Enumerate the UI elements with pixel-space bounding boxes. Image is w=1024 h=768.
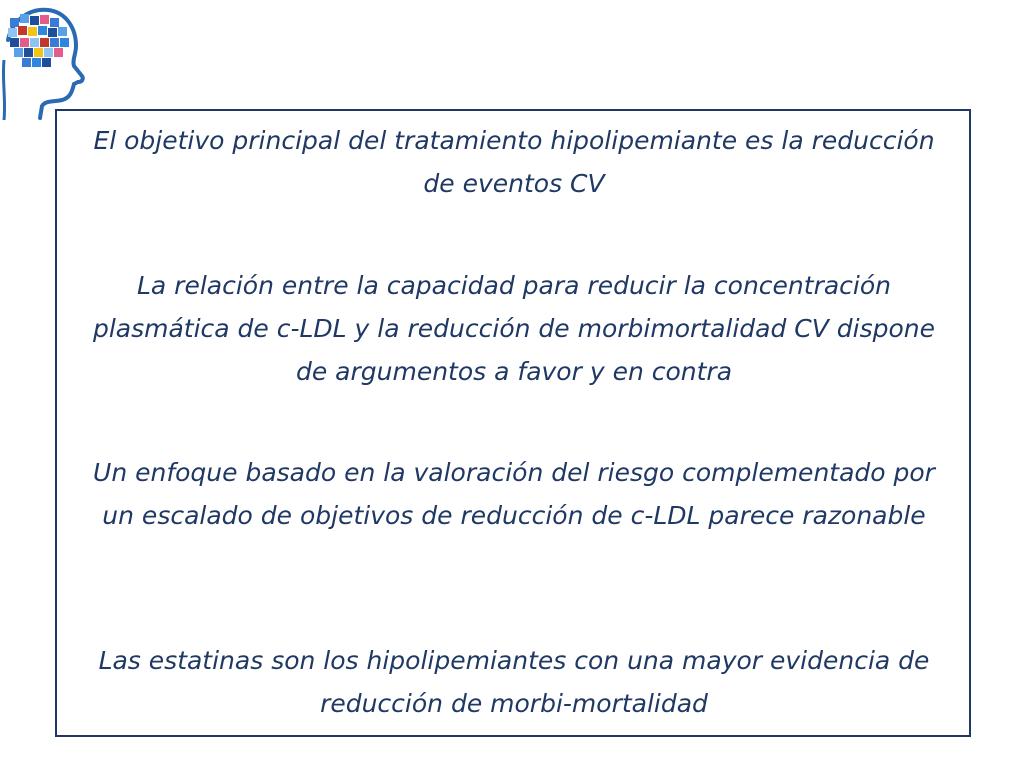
- content-box: [55, 109, 971, 737]
- statement-treatment-objective: El objetivo principal del tratamiento hipolipemiante es la reducción de eventos CV: [93, 126, 935, 198]
- statement-ldl-relationship: La relación entre la capacidad para reducir la concentración plasmática de c-LDL y la reducción de morbimortalidad CV dispone de argumentos a favor y en contra: [92, 271, 936, 386]
- statement-risk-approach: Un enfoque basado en la valoración del riesgo complementado por un escalado de objetivos de reducción de c-LDL parece razonable: [93, 458, 935, 530]
- statement-statins-evidence: Las estatinas son los hipolipemiantes con una mayor evidencia de reducción de morbi-mortalidad: [98, 646, 930, 718]
